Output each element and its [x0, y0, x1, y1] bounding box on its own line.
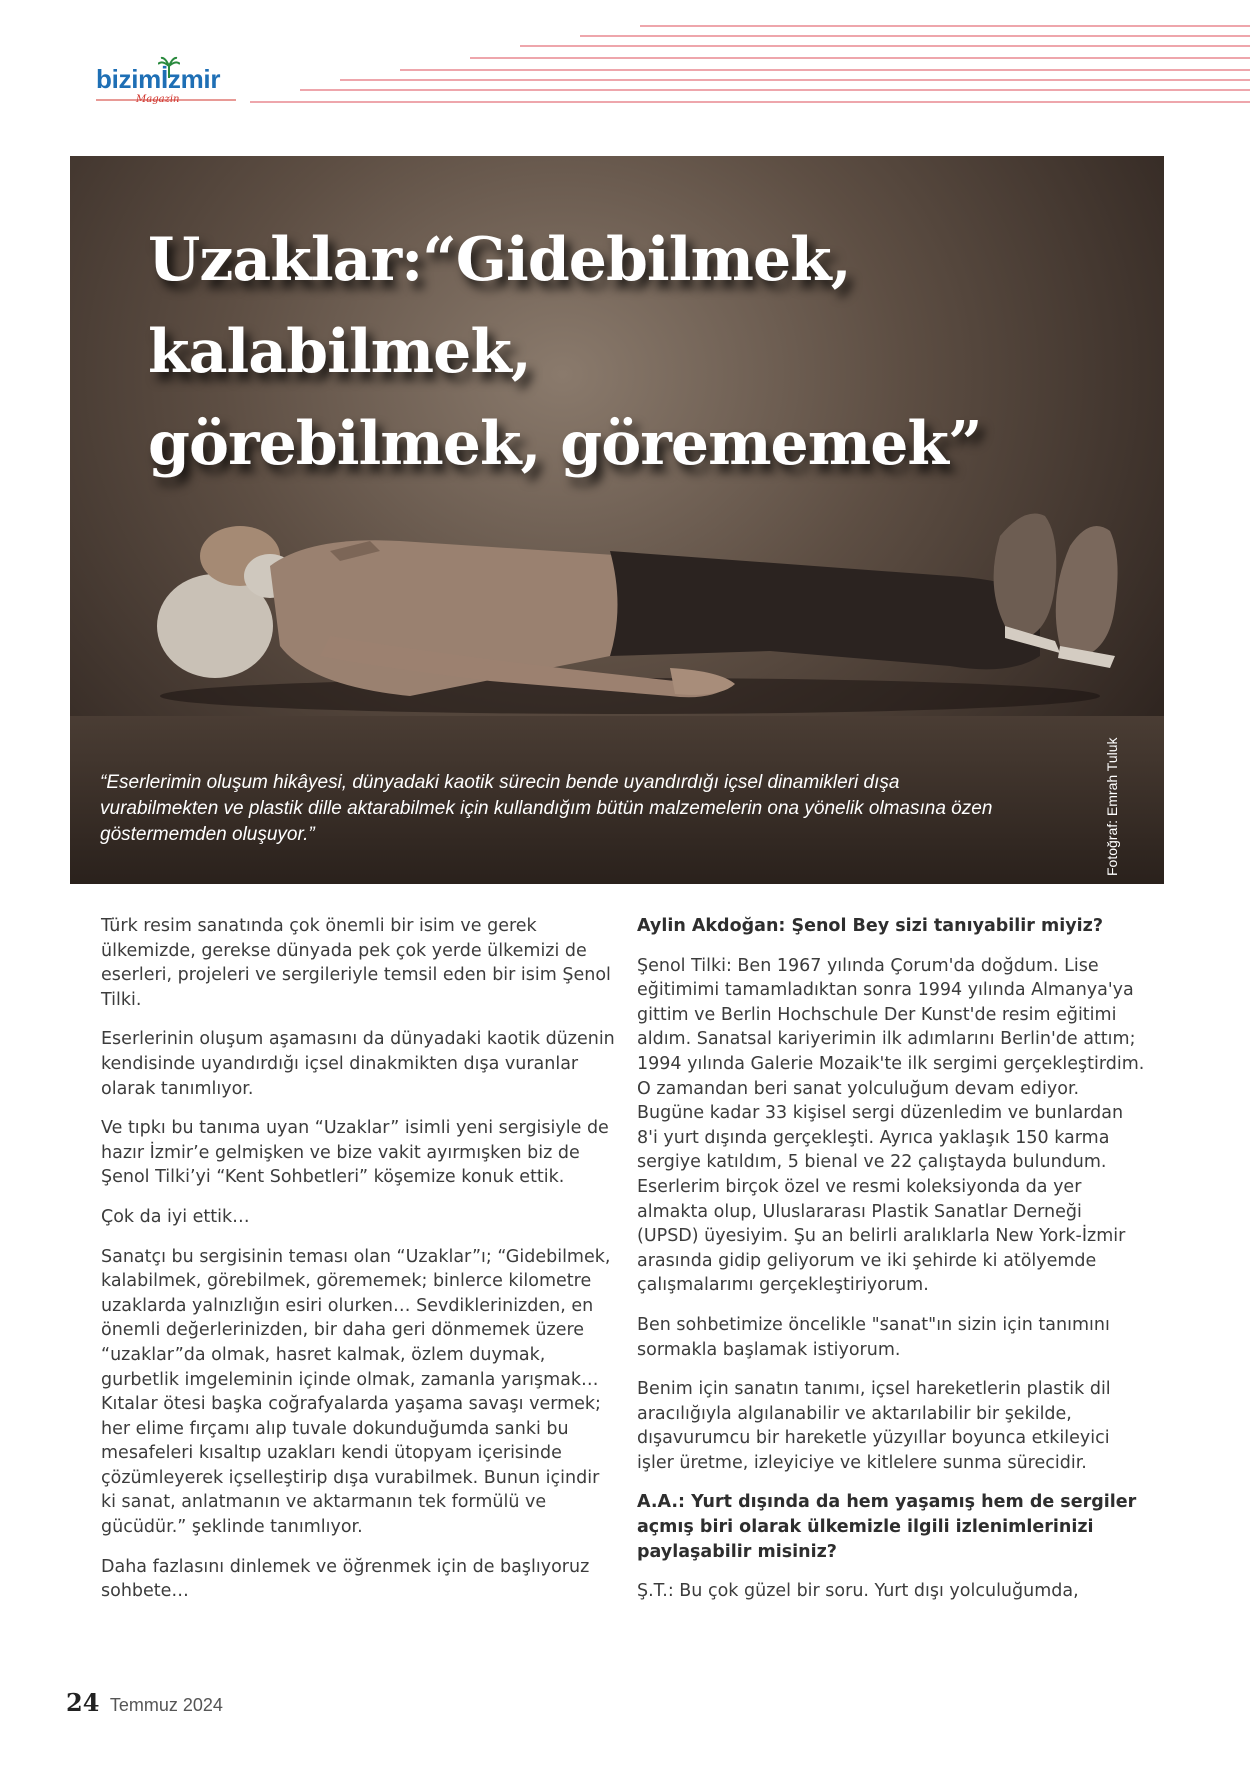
logo-subtitle: Magazin	[136, 94, 180, 105]
title-line-1: Uzaklar:“Gidebilmek, kalabilmek,	[148, 225, 851, 387]
logo-wordmark: bizimİzmir	[96, 64, 221, 94]
paragraph: Daha fazlasını dinlemek ve öğrenmek için de başlıyoruz sohbete…	[101, 1556, 590, 1602]
article-right-column	[637, 914, 1149, 1619]
page-footer	[66, 1688, 223, 1717]
issue-date: Temmuz 2024	[109, 1695, 223, 1715]
paragraph: Türk resim sanatında çok önemli bir isim ve gerek ülkemizde, gerekse dünyada pek çok yerde ülkemizi de eserleri, projeleri ve sergileriyle temsil eden bir isim Şenol Tilki.	[101, 916, 611, 1010]
palm-tree-icon	[158, 56, 180, 78]
hero-photo	[70, 156, 1164, 884]
paragraph: Eserlerinin oluşum aşamasını da dünyadaki kaotik düzenin kendisinde uyandırdığı içsel dinakmikten dışa vuranlar olarak tanımlıyor.	[101, 1029, 615, 1099]
title-line-2: görebilmek, görememek”	[148, 409, 982, 479]
interview-question: A.A.: Yurt dışında da hem yaşamış hem de sergiler açmış biri olarak ülkemizle ilgili izlenimlerinizi paylaşabilir misiniz?	[637, 1492, 1137, 1562]
paragraph: Ben sohbetimize öncelikle "sanat"ın sizin için tanımını sormakla başlamak istiyorum.	[637, 1314, 1110, 1360]
pull-quote: “Eserlerimin oluşum hikâyesi, dünyadaki kaotik sürecin bende uyandırdığı içsel dinamikleri dışa vurabilmekten ve plastik dille aktarabilmek için kullandığım bütün malzemelerin ona yönelik olmasına özen göstermemden oluşuyor.”	[100, 772, 993, 845]
paragraph: Ve tıpkı bu tanıma uyan “Uzaklar” isimli yeni sergisiyle de hazır İzmir’e gelmişken ve bize vakit ayırmışken biz de Şenol Tilki’yi “Kent Sohbetleri” köşemize konuk ettik.	[101, 1118, 609, 1188]
interview-answer: Şenol Tilki: Ben 1967 yılında Çorum'da doğdum. Lise eğitimimi tamamladıktan sonra 1994 yılında Almanya'ya gittim ve Berlin Hochschule Der Kunst'de resim eğitimi aldım. Sanatsal kariyerimin ilk adımlarını Berlin'de attım; 1994 yılında Galerie Mozaik'te ilk sergimi gerçekleştirdim. O zamandan beri sanat yolculuğum devam ediyor. Bugüne kadar 33 kişisel sergi düzenledim ve bunlardan 8'i yurt dışında gerçekleşti. Ayrıca yaklaşık 150 karma sergiye katıldım, 5 bienal ve 22 çalıştayda bulundum. Eserlerim birçok özel ve resmi koleksiyonda da yer almakta olup, Uluslararası Plastik Sanatlar Derneği (UPSD) üyesiyim. Şu an belirli aralıklarla New York-İzmir arasında gidip geliyorum ve iki şehirde ki atölyemde çalışmalarımı gerçekleştiriyorum.	[637, 955, 1145, 1296]
interview-answer: Ş.T.: Bu çok güzel bir soru. Yurt dışı yolculuğumda,	[637, 1581, 1079, 1602]
interview-question: Aylin Akdoğan: Şenol Bey sizi tanıyabilir miyiz?	[637, 916, 1104, 936]
photo-credit: Fotoğraf: Emrah Tuluk	[1104, 737, 1120, 876]
paragraph: Çok da iyi ettik…	[101, 1206, 250, 1227]
paragraph: Benim için sanatın tanımı, içsel hareketlerin plastik dil aracılığıyla algılanabilir ve aktarılabilir bir şekilde, dışavurumcu bir hareketle yüzyıllar boyunca etkileyici işler üretme, izleyiciye ve kitlelere sunma sürecidir.	[637, 1379, 1111, 1473]
paragraph: Sanatçı bu sergisinin teması olan “Uzaklar”ı; “Gidebilmek, kalabilmek, görebilmek, görememek; binlerce kilometre uzaklarda yalnızlığın esiri olurken… Sevdiklerinizden, en önemli değerlerinizden, bir daha geri dönmemek üzere “uzaklar”da olmak, hasret kalmak, özlem duymak, gurbetlik imgeleminin içinde olmak, zamanla yarışmak… Kıtalar ötesi başka coğrafyalarda yaşama savaşı vermek; her elime fırçamı alıp tuvale dokunduğumda sanki bu mesafeleri kısaltıp uzakları kendi ütopyam içerisinde çözümleyerek içselleştirip dışa vurabilmek. Bunun içindir ki sanat, anlatmanın ve aktarmanın tek formülü ve gücüdür.” şeklinde tanımlıyor.	[101, 1246, 611, 1538]
article-left-column	[101, 914, 616, 1619]
page-number: 24	[66, 1688, 100, 1717]
magazine-logo[interactable]	[96, 64, 246, 110]
article-title	[148, 214, 1148, 490]
